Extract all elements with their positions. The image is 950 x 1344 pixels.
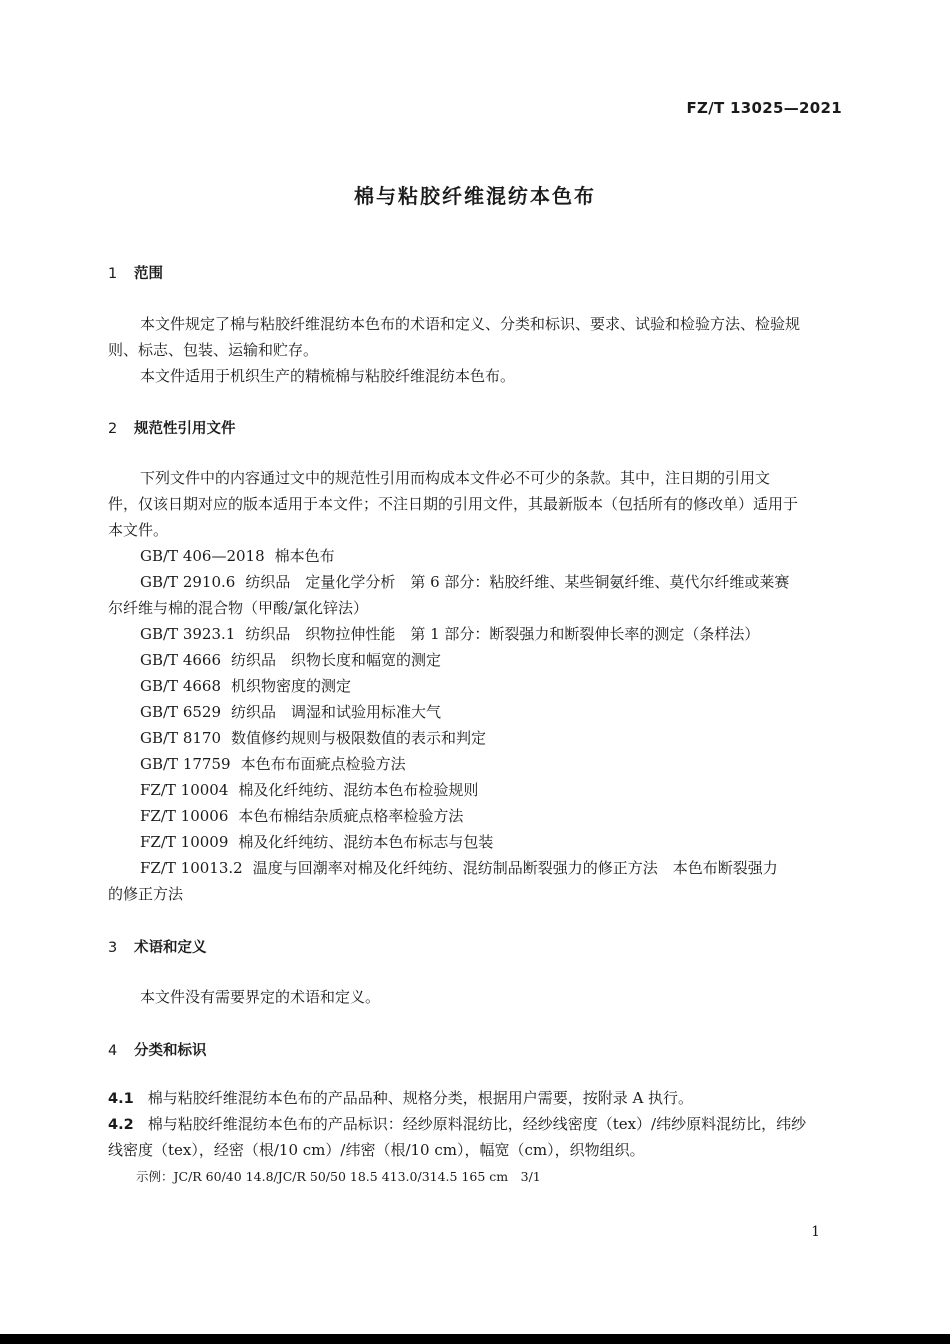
clause-4-2	[108, 1111, 842, 1138]
reference-item	[140, 803, 842, 829]
reference-title: 棉及化纤纯纺、混纺本色布检验规则	[238, 781, 479, 799]
clause-number: 4.1	[108, 1091, 134, 1107]
reference-item	[140, 699, 842, 725]
section-2-heading	[108, 417, 236, 438]
example-label: 示例：	[136, 1169, 174, 1184]
paragraph: 下列文件中的内容通过文中的规范性引用而构成本文件必不可少的条款。其中，注日期的引用文	[140, 469, 771, 487]
section-number: 3	[108, 940, 118, 956]
bottom-border	[0, 1334, 950, 1344]
reference-title: 本色布棉结杂质疵点格率检验方法	[238, 807, 464, 825]
paragraph: 本文件规定了棉与粘胶纤维混纺本色布的术语和定义、分类和标识、要求、试验和检验方法、检验规	[140, 315, 801, 333]
reference-code: GB/T 2910.6	[140, 573, 236, 591]
reference-item	[140, 751, 842, 777]
document-title: 棉与粘胶纤维混纺本色布	[354, 184, 596, 208]
section-number: 4	[108, 1043, 118, 1059]
reference-code: GB/T 4666	[140, 651, 222, 669]
section-4-heading	[108, 1039, 207, 1060]
section-3-heading	[108, 936, 207, 957]
reference-continuation: 尔纤维与棉的混合物（甲酸/氯化锌法）	[108, 599, 369, 617]
reference-code: FZ/T 10009	[140, 833, 229, 851]
reference-code: FZ/T 10004	[140, 781, 229, 799]
reference-title: 数值修约规则与极限数值的表示和判定	[231, 729, 487, 747]
reference-title: 纺织品 定量化学分析 第 6 部分：粘胶纤维、某些铜氨纤维、莫代尔纤维或莱赛	[245, 573, 790, 591]
reference-code: GB/T 8170	[140, 729, 222, 747]
clause-text: 棉与粘胶纤维混纺本色布的产品品种、规格分类，根据用户需要，按附录 A 执行。	[147, 1089, 694, 1107]
reference-code: GB/T 4668	[140, 677, 222, 695]
standard-code: FZ/T 13025—2021	[686, 99, 842, 117]
reference-code: GB/T 406—2018	[140, 547, 265, 565]
reference-code: FZ/T 10006	[140, 807, 229, 825]
reference-title: 本色布布面疵点检验方法	[240, 755, 406, 773]
section-title: 规范性引用文件	[134, 421, 236, 437]
clause-continuation: 线密度（tex），经密（根/10 cm）/纬密（根/10 cm），幅宽（cm），织物组织。	[108, 1141, 645, 1159]
paragraph: 本文件适用于机织生产的精梳棉与粘胶纤维混纺本色布。	[140, 367, 516, 385]
reference-title: 纺织品 织物长度和幅宽的测定	[231, 651, 442, 669]
example-text: JC/R 60/40 14.8/JC/R 50/50 18.5 413.0/314.5 165 cm 3/1	[173, 1169, 541, 1184]
section-title: 术语和定义	[134, 940, 207, 956]
reference-title: 棉及化纤纯纺、混纺本色布标志与包装	[238, 833, 494, 851]
reference-item	[140, 777, 842, 803]
section-number: 2	[108, 421, 118, 437]
clause-number: 4.2	[108, 1117, 134, 1133]
reference-item	[140, 569, 842, 595]
paragraph-continuation: 件，仅该日期对应的版本适用于本文件；不注日期的引用文件，其最新版本（包括所有的修改单）适用于	[108, 495, 799, 513]
reference-item	[140, 647, 842, 673]
reference-title: 温度与回潮率对棉及化纤纯纺、混纺制品断裂强力的修正方法 本色布断裂强力	[252, 859, 778, 877]
reference-item	[140, 673, 842, 699]
reference-item	[140, 855, 842, 881]
clause-4-1	[108, 1085, 842, 1112]
example-line	[136, 1167, 541, 1185]
paragraph-continuation: 则、标志、包装、运输和贮存。	[108, 341, 319, 359]
reference-item	[140, 725, 842, 751]
paragraph: 本文件没有需要界定的术语和定义。	[140, 988, 381, 1006]
reference-code: GB/T 17759	[140, 755, 231, 773]
reference-continuation: 的修正方法	[108, 885, 184, 903]
clause-text: 棉与粘胶纤维混纺本色布的产品标识：经纱原料混纺比，经纱线密度（tex）/纬纱原料混纺比，纬纱	[147, 1115, 807, 1133]
reference-code: GB/T 6529	[140, 703, 222, 721]
reference-code: FZ/T 10013.2	[140, 859, 243, 877]
reference-item	[140, 543, 842, 569]
section-title: 分类和标识	[134, 1043, 207, 1059]
reference-item	[140, 621, 842, 647]
reference-title: 纺织品 调湿和试验用标准大气	[231, 703, 442, 721]
section-title: 范围	[134, 266, 163, 282]
paragraph-continuation: 本文件。	[108, 521, 169, 539]
reference-title: 纺织品 织物拉伸性能 第 1 部分：断裂强力和断裂伸长率的测定（条样法）	[245, 625, 760, 643]
reference-title: 机织物密度的测定	[231, 677, 352, 695]
page-number: 1	[811, 1224, 820, 1240]
reference-code: GB/T 3923.1	[140, 625, 236, 643]
section-number: 1	[108, 266, 118, 282]
reference-title: 棉本色布	[274, 547, 335, 565]
reference-item	[140, 829, 842, 855]
section-1-heading	[108, 262, 163, 283]
